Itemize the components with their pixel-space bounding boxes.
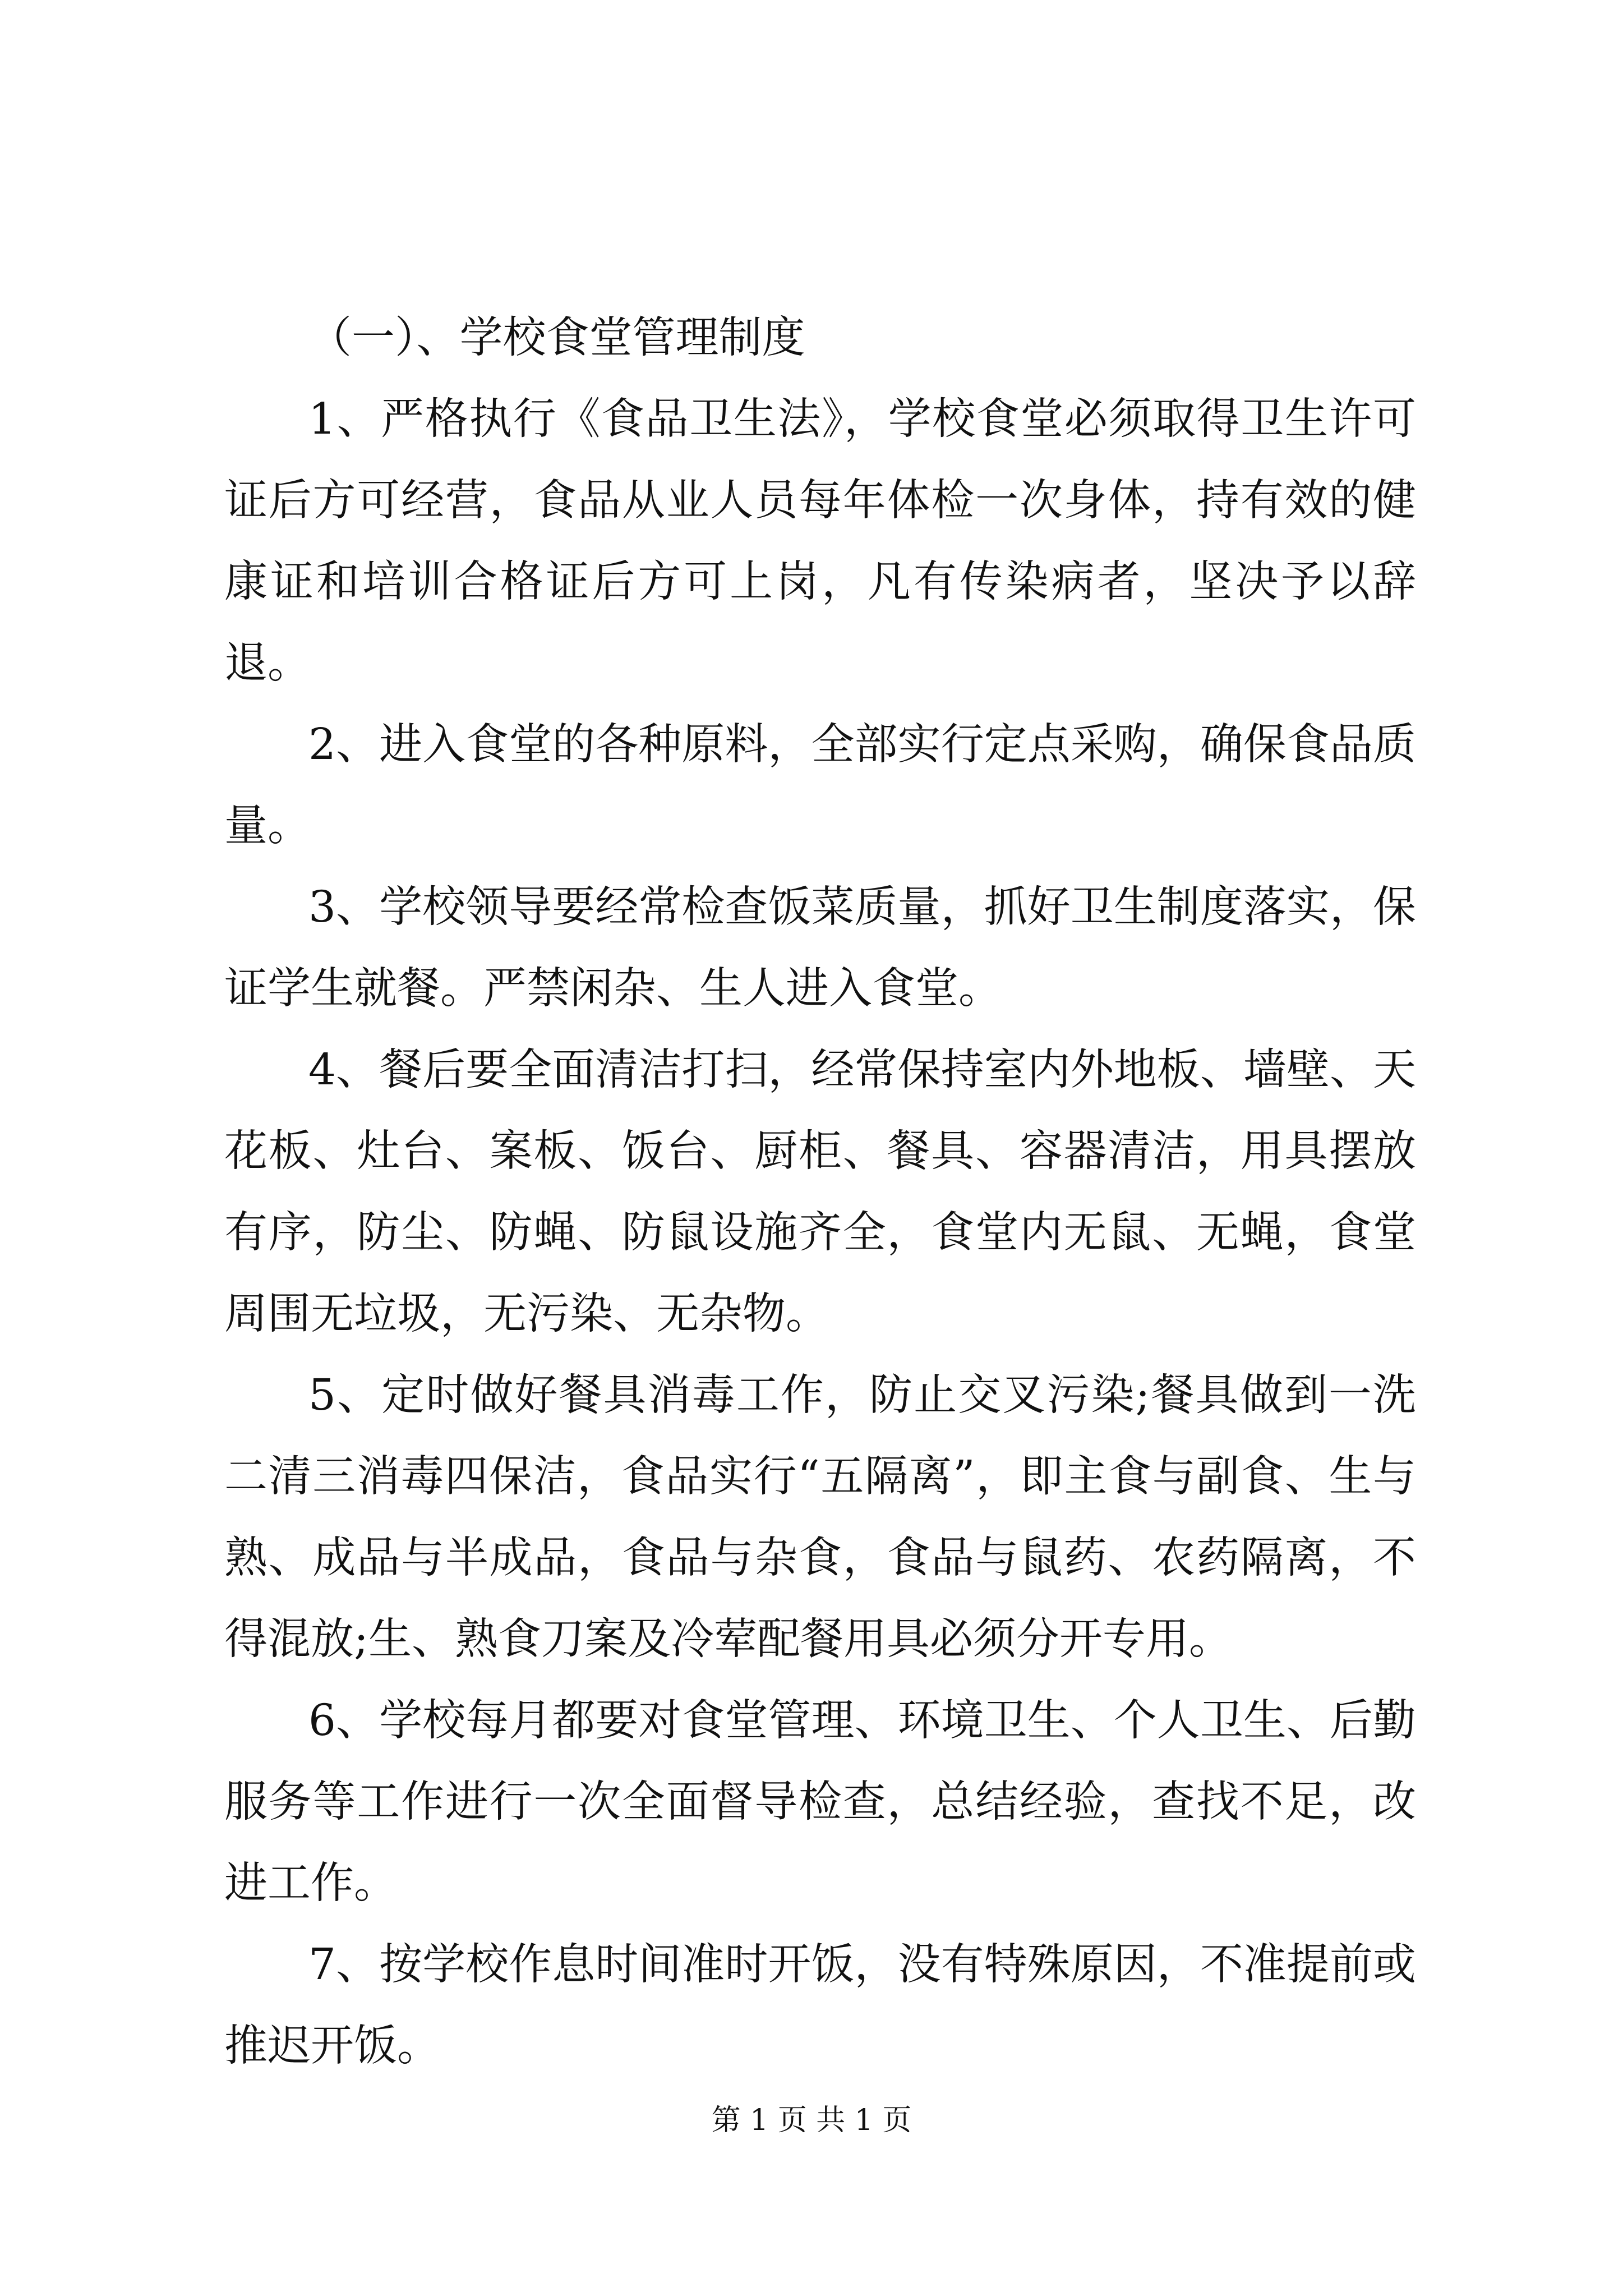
page-footer: 第 1 页 共 1 页 (711, 2104, 912, 2137)
paragraph-1: 1、严格执行《食品卫生法》，学校食堂必须取得卫生许可证后方可经营，食品从业人员每年体检一次身体，持有效的健康证和培训合格证后方可上岗，凡有传染病者，坚决予以辞退。 (224, 394, 1416, 688)
section-heading: （一）、学校食堂管理制度 (308, 313, 805, 363)
paragraph-6: 6、学校每月都要对食堂管理、环境卫生、个人卫生、后勤服务等工作进行一次全面督导检查，总结经验，查找不足，改进工作。 (224, 1696, 1416, 1908)
paragraph-2: 2、进入食堂的各种原料，全部实行定点采购，确保食品质量。 (224, 720, 1416, 851)
paragraph-4: 4、餐后要全面清洁打扫，经常保持室内外地板、墙壁、天花板、灶台、案板、饭台、厨柜、餐具、容器清洁，用具摆放有序，防尘、防蝇、防鼠设施齐全，食堂内无鼠、无蝇，食堂周围无垃圾，无污染、无杂物。 (224, 1045, 1416, 1339)
paragraph-5: 5、定时做好餐具消毒工作，防止交叉污染;餐具做到一洗二清三消毒四保洁，食品实行“五隔离”，即主食与副食、生与熟、成品与半成品，食品与杂食，食品与鼠药、农药隔离，不得混放;生、熟食刀案及冷荤配餐用具必须分开专用。 (224, 1370, 1416, 1664)
paragraph-3: 3、学校领导要经常检查饭菜质量，抓好卫生制度落实，保证学生就餐。严禁闲杂、生人进入食堂。 (224, 882, 1416, 1014)
paragraph-7: 7、按学校作息时间准时开饭，没有特殊原因，不准提前或推迟开饭。 (224, 1940, 1416, 2071)
document-body (224, 297, 1416, 2087)
